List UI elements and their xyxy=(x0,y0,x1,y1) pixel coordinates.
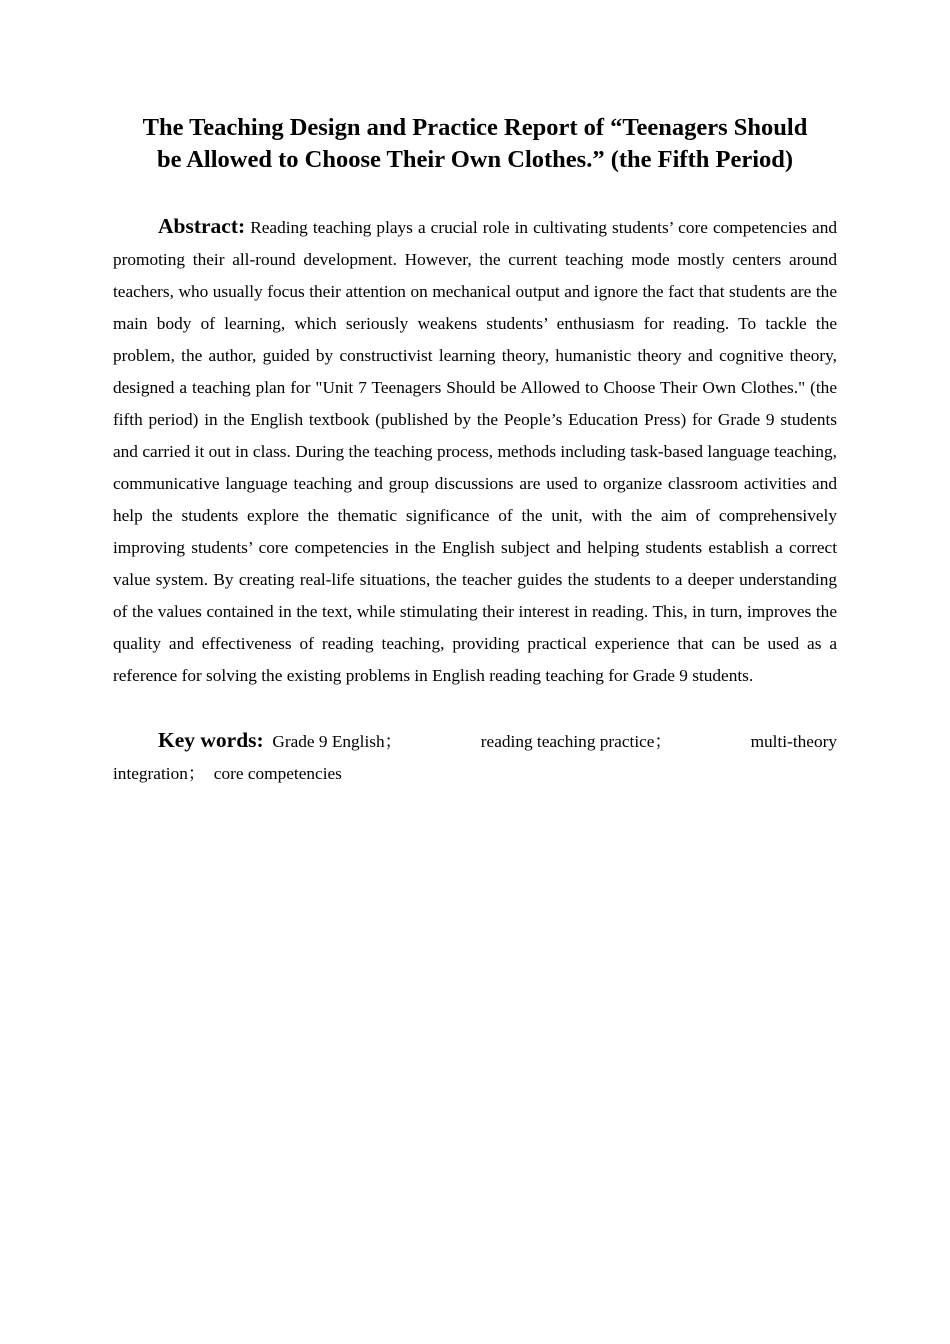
document-title xyxy=(113,112,837,176)
keyword-item: reading teaching practice； xyxy=(480,732,672,751)
keywords-section xyxy=(113,724,837,790)
abstract-paragraph xyxy=(113,210,837,692)
keyword-item: core competencies xyxy=(213,764,342,783)
title-line-2: be Allowed to Choose Their Own Clothes.” (the Fifth Period) xyxy=(156,146,794,173)
keywords-line-2 xyxy=(113,758,837,790)
document-page xyxy=(113,112,837,790)
keyword-item: integration； xyxy=(113,764,206,783)
keyword-item: Grade 9 English； xyxy=(272,732,402,751)
abstract-label: Abstract: xyxy=(158,214,246,238)
keywords-line-1 xyxy=(113,724,837,758)
keywords-label-group xyxy=(158,724,402,758)
keywords-label: Key words: xyxy=(158,728,264,752)
keyword-item: multi-theory xyxy=(750,732,837,751)
abstract-text: Reading teaching plays a crucial role in cultivating students’ core competencies and promoting their all-round development. However, the current teaching mode mostly centers around teachers, who usually focus their attention on mechanical output and ignore the fact that students are the main body of learning, which seriously weakens students’ enthusiasm for reading. To tackle the problem, the author, guided by constructivist learning theory, humanistic theory and cognitive theory, designed a teaching plan for "Unit 7 Teenagers Should be Allowed to Choose Their Own Clothes." (the fifth period) in the English textbook (published by the People’s Education Press) for Grade 9 students and carried it out in class. During the teaching process, methods including task-based language teaching, communicative language teaching and group discussions are used to organize classroom activities and help the students explore the thematic significance of the unit, with the aim of comprehensively improving students’ core competencies in the English subject and helping students establish a correct value system. By creating real-life situations, the teacher guides the students to a deeper understanding of the values contained in the text, while stimulating their interest in reading. This, in turn, improves the quality and effectiveness of reading teaching, providing practical experience that can be used as a reference for solving the existing problems in English reading teaching for Grade 9 students. xyxy=(113,218,837,685)
title-line-1: The Teaching Design and Practice Report of “Teenagers Should xyxy=(142,114,808,141)
